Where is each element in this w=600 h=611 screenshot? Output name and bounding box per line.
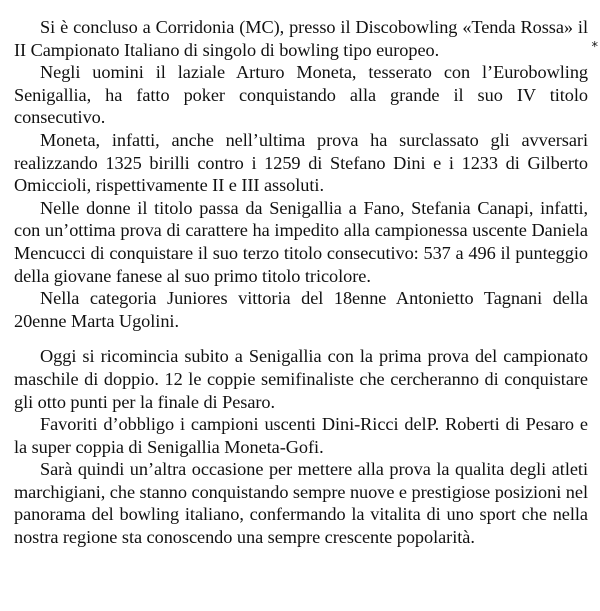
article-body (14, 16, 588, 549)
paragraph-women-result: Nelle donne il titolo passa da Senigallia a Fano, Stefania Canapi, infatti, con un’ottima prova di carattere ha impedito alla campionessa uscente Daniela Mencucci di conquistare il suo terzo titolo consecutivo: 537 a 496 il punteggio della giovane fanese al suo primo titolo tricolore. (14, 197, 588, 286)
paragraph-men-result: Negli uomini il laziale Arturo Moneta, tesserato con l’Eurobowling Senigallia, ha fatto poker conquistando alla grande il suo IV titolo consecutivo. (14, 62, 588, 128)
paragraph-championship-intro: Si è concluso a Corridonia (MC), presso il Discobowling «Tenda Rossa» il II Campionato Italiano di singolo di bowling tipo europeo. (14, 17, 588, 60)
paragraph-scores: Moneta, infatti, anche nell’ultima prova ha surclassato gli avversari realizzando 1325 birilli contro i 1259 di Stefano Dini e i 1233 di Gilberto Omiccioli, rispettivamente II e III assoluti. (14, 129, 588, 196)
paragraph-juniors-result: Nella categoria Juniores vittoria del 18enne Antonietto Tagnani della 20enne Marta Ugolini. (14, 288, 588, 331)
paragraph-doubles-championship: Oggi si ricomincia subito a Senigallia con la prima prova del campionato maschile di doppio. 12 le coppie semifinaliste che cercheranno di conquistare gli otto punti per la finale di Pesaro. (14, 346, 588, 412)
paragraph-conclusion: Sarà quindi un’altra occasione per mettere alla prova la qualita degli atleti marchigiani, che stanno conquistando sempre nuove e prestigiose posizioni nel panorama del bowling italiano, confermando la vitalita di uno sport che nella nostra regione sta conoscendo una sempre crescente popolarità. (14, 459, 588, 548)
margin-mark: * (591, 40, 598, 55)
paragraph-favorites: Favoriti d’obbligo i campioni uscenti Dini-Ricci delP. Roberti di Pesaro e la super coppia di Senigallia Moneta-Gofi. (14, 414, 588, 457)
